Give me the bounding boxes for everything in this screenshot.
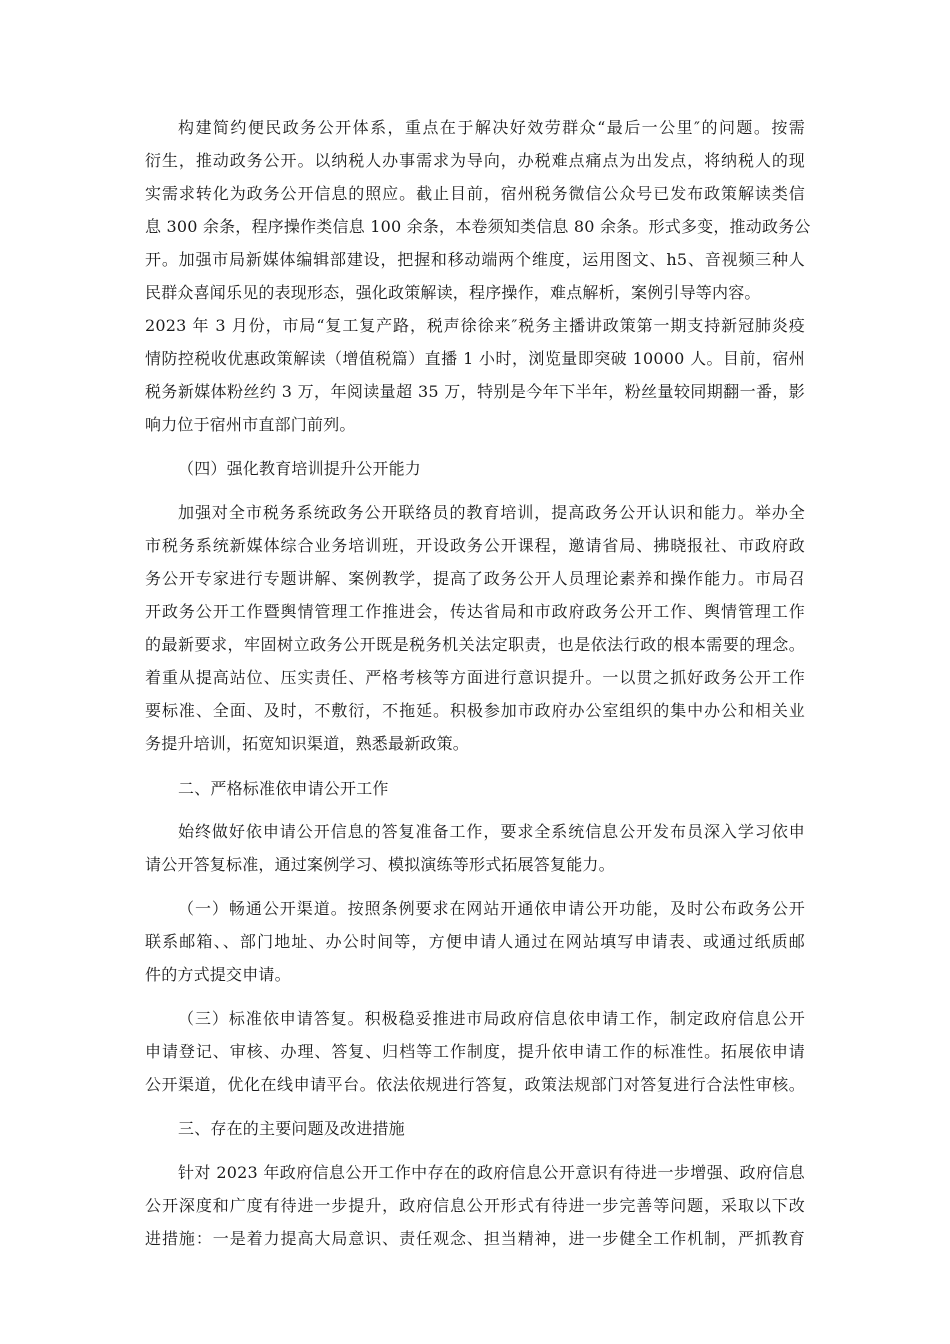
paragraph-line: 务提升培训，拓宽知识渠道，熟悉最新政策。 [145,734,470,753]
paragraph-line: 联系邮箱、、部门地址、办公时间等，方便申请人通过在网站填写申请表、或通过纸质邮 [145,932,805,951]
paragraph-line: 公开渠道，优化在线申请平台。依法依规进行答复，政策法规部门对答复进行合法性审核。 [145,1075,805,1094]
paragraph-line: 的最新要求，牢固树立政务公开既是税务机关法定职责，也是依法行政的根本需要的理念。 [145,635,805,654]
paragraph-line: 始终做好依申请公开信息的答复准备工作，要求全系统信息公开发布员深入学习依申 [178,822,805,841]
paragraph-line: 衍生，推动政务公开。以纳税人办事需求为导向，办税难点痛点为出发点，将纳税人的现 [145,151,805,170]
paragraph-line: 2023 年 3 月份，市局“复工复产路，税声徐徐来″税务主播讲政策第一期支持新冠肺炎疫 [145,316,805,335]
paragraph-line: 针对 2023 年政府信息公开工作中存在的政府信息公开意识有待进一步增强、政府信息 [178,1163,805,1182]
paragraph-line: 申请登记、审核、办理、答复、归档等工作制度，提升依申请工作的标准性。拓展依申请 [145,1042,805,1061]
paragraph-line: （三）标准依申请答复。积极稳妥推进市局政府信息依申请工作，制定政府信息公开 [178,1009,805,1028]
paragraph-line: 构建简约便民政务公开体系，重点在于解决好效劳群众“最后一公里″的问题。按需 [178,118,805,137]
paragraph-line: 件的方式提交申请。 [145,965,291,984]
paragraph-line: 要标准、全面、及时，不敷衍，不拖延。积极参加市政府办公室组织的集中办公和相关业 [145,701,805,720]
section-heading: 二、严格标准依申请公开工作 [178,779,389,798]
paragraph-line: 响力位于宿州市直部门前列。 [145,415,356,434]
paragraph-line: 进措施：一是着力提高大局意识、责任观念、担当精神，进一步健全工作机制，严抓教育 [145,1229,805,1248]
paragraph-line: 加强对全市税务系统政务公开联络员的教育培训，提高政务公开认识和能力。举办全 [178,503,805,522]
paragraph-line: 请公开答复标准，通过案例学习、模拟演练等形式拓展答复能力。 [145,855,615,874]
paragraph-line: 情防控税收优惠政策解读（增值税篇）直播 1 小时，浏览量即突破 10000 人。目前，宿州 [145,349,805,368]
section-heading: （四）强化教育培训提升公开能力 [178,459,422,478]
paragraph-line: 民群众喜闻乐见的表现形态，强化政策解读，程序操作，难点解析，案例引导等内容。 [145,283,761,302]
paragraph-line: 税务新媒体粉丝约 3 万，年阅读量超 35 万，特别是今年下半年，粉丝量较同期翻一番，影 [145,382,805,401]
paragraph-line: 实需求转化为政务公开信息的照应。截止目前，宿州税务微信公众号已发布政策解读类信 [145,184,805,203]
paragraph-line: 息 300 余条，程序操作类信息 100 余条，本卷须知类信息 80 余条。形式多变，推动政务公 [145,217,811,236]
paragraph-line: 开政务公开工作暨舆情管理工作推进会，传达省局和市政府政务公开工作、舆情管理工作 [145,602,805,621]
section-heading: 三、存在的主要问题及改进措施 [178,1119,405,1138]
paragraph-line: 着重从提高站位、压实责任、严格考核等方面进行意识提升。一以贯之抓好政务公开工作 [145,668,805,687]
paragraph-line: （一）畅通公开渠道。按照条例要求在网站开通依申请公开功能，及时公布政务公开 [178,899,805,918]
paragraph-line: 开。加强市局新媒体编辑部建设，把握和移动端两个维度，运用图文、h5、音视频三种人 [145,250,805,269]
paragraph-line: 务公开专家进行专题讲解、案例教学，提高了政务公开人员理论素养和操作能力。市局召 [145,569,805,588]
paragraph-line: 公开深度和广度有待进一步提升，政府信息公开形式有待进一步完善等问题，采取以下改 [145,1196,805,1215]
paragraph-line: 市税务系统新媒体综合业务培训班，开设政务公开课程，邀请省局、拂晓报社、市政府政 [145,536,805,555]
